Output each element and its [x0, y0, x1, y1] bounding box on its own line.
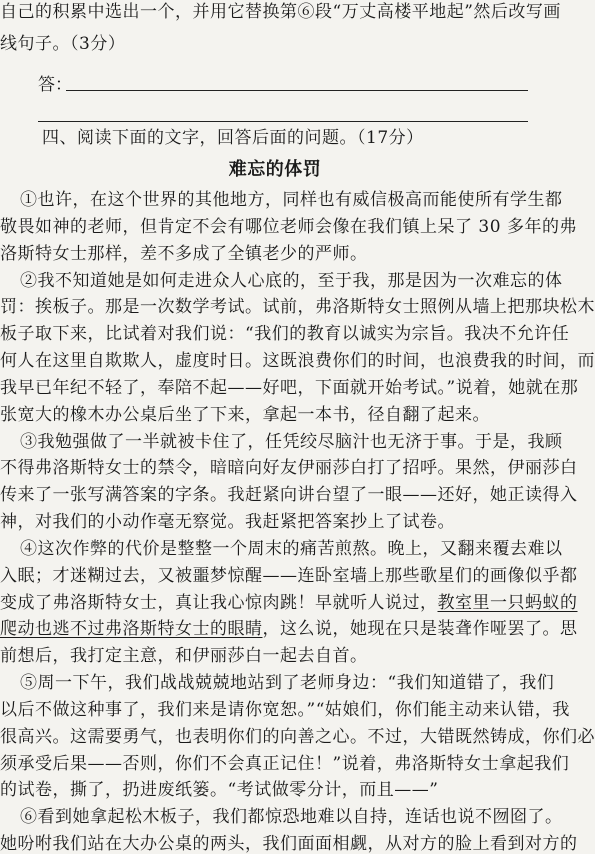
paragraph-2-line: 张宽大的橡木办公桌后坐了下来，拿起一本书，径自翻了起来。 [0, 405, 490, 425]
paragraph-5-line: 须承受后果——否则，你们不会真正记住！”说着，弗洛斯特女士拿起我们 [0, 754, 570, 774]
paragraph-4-line [0, 619, 578, 639]
answer-line-1[interactable] [66, 90, 528, 91]
paragraph-6-line: 她吩咐我们站在大办公桌的两头，我们面面相觑，从对方的脸上看到对方的 [0, 834, 578, 854]
paragraph-2-line: ②我不知道她是如何走进众人心底的，至于我，那是因为一次难忘的体 [20, 271, 563, 291]
paragraph-2-line: 何人在这里自欺欺人，虚度时日。这既浪费你们的时间，也浪费我的时间，而 [0, 351, 595, 371]
paragraph-5-line: 的试卷，撕了，扔进废纸篓。“考试做零分计，而且——” [0, 780, 439, 800]
paragraph-2-line: 罚：挨板子。那是一次数学考试。试前，弗洛斯特女士照例从墙上把那块松木 [0, 297, 595, 317]
paragraph-4-line: 前想后，我打定主意，和伊丽莎白一起去自首。 [0, 646, 368, 666]
section-heading: 四、阅读下面的文字，回答后面的问题。（17分） [42, 128, 424, 148]
answer-label: 答： [38, 75, 72, 95]
paragraph-4-line [0, 593, 578, 613]
paragraph-5-line: ⑤周一下午，我们战战兢兢地站到了老师身边：“我们知道错了，我们 [20, 673, 555, 693]
paragraph-5-line: 很高兴。这需要勇气，也表明你们的向善之心。不过，大错既然铸成，你们必 [0, 727, 595, 747]
paragraph-4-line: 入眠；才迷糊过去，又被噩梦惊醒——连卧室墙上那些歌星们的画像似乎都 [0, 566, 578, 586]
paragraph-1-line: 洛斯特女士那样，差不多成了全镇老少的严师。 [0, 244, 368, 264]
paragraph-1-line: ①也许，在这个世界的其他地方，同样也有威信极高而能使所有学生都 [20, 190, 563, 210]
underlined-sentence: 教室里一只蚂蚁的 [437, 593, 578, 613]
answer-line-2[interactable] [38, 121, 528, 122]
paragraph-4-text: ，这么说，她现在只是装聋作哑罢了。思 [262, 619, 578, 639]
paragraph-2-line: 我早已年纪不轻了，奉陪不起——好吧，下面就开始考试。”说着，她就在那 [0, 378, 579, 398]
paragraph-5-line: 以后不做这种事了，我们来是请你宽恕。”“姑娘们，你们能主动来认错，我 [0, 700, 570, 720]
underlined-sentence: 爬动也逃不过弗洛斯特女士的眼睛 [0, 619, 263, 639]
passage-title: 难忘的体罚 [228, 159, 322, 180]
paragraph-3-line: 传来了一张写满答案的字条。我赶紧向讲台望了一眼——还好，她正读得入 [0, 485, 578, 505]
paragraph-1-line: 敬畏如神的老师，但肯定不会有哪位老师会像在我们镇上呆了 30 多年的弗 [0, 217, 577, 237]
paragraph-3-line: 神，对我们的小动作毫无察觉。我赶紧把答案抄上了试卷。 [0, 512, 455, 532]
paragraph-4-text: 变成了弗洛斯特女士，真让我心惊肉跳！早就听人说过， [0, 593, 438, 613]
paragraph-3-line: ③我勉强做了一半就被卡住了，任凭绞尽脑汁也无济于事。于是，我顾 [20, 432, 563, 452]
paragraph-2-line: 板子取下来，比试着对我们说：“我们的教育以诚实为宗旨。我决不允许任 [0, 324, 570, 344]
question-text-line-2: 线句子。（3分） [0, 34, 126, 54]
question-text-line-1: 自己的积累中选出一个，并用它替换第⑥段“万丈高楼平地起”然后改写画 [0, 2, 561, 22]
paragraph-6-line: ⑥看到她拿起松木板子，我们都惊恐地难以自持，连话也说不囫囵了。 [20, 807, 563, 827]
paragraph-3-line: 不得弗洛斯特女士的禁令，暗暗向好友伊丽莎白打了招呼。果然，伊丽莎白 [0, 458, 578, 478]
paragraph-4-line: ④这次作弊的代价是整整一个周末的痛苦煎熬。晚上，又翻来覆去难以 [20, 539, 563, 559]
